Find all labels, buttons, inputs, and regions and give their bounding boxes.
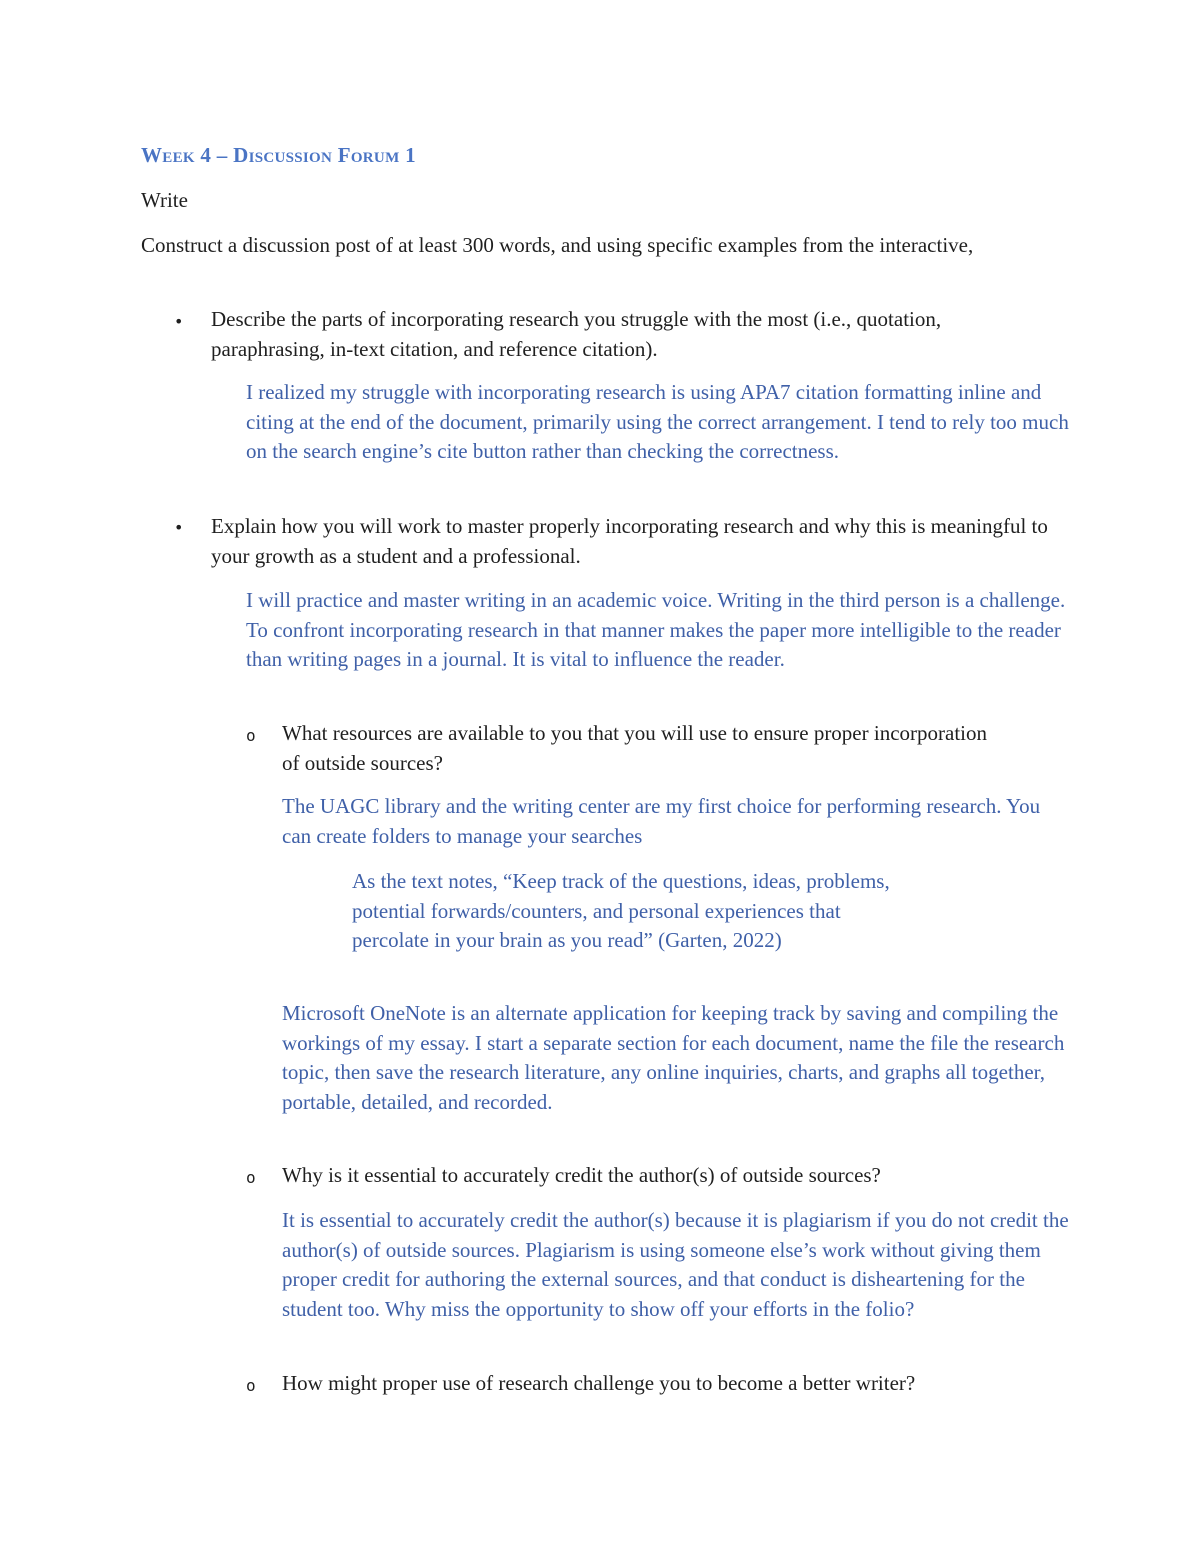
bullet-icon: • xyxy=(174,312,184,331)
sub-bullet-icon: o xyxy=(246,1376,256,1395)
bullet-answer-2: I will practice and master writing in an academic voice. Writing in the third person is a challenge. To confront incorporating research in that manner makes the paper more intelligible to the reader than writing pages in a journal. It is vital to influence the reader. xyxy=(246,588,1066,671)
bullet-question-1: Describe the parts of incorporating research you struggle with the most (i.e., quotation, paraphrasing, in-text citation, and reference citation). xyxy=(211,307,942,361)
bullet-icon: • xyxy=(174,518,184,537)
write-label: Write xyxy=(141,188,188,212)
sub-bullet-answer-2: It is essential to accurately credit the author(s) because it is plagiarism if you do not credit the author(s) of outside sources. Plagiarism is using someone else’s work without giving them proper credit for authoring the external sources, and that conduct is disheartening for the student too. Why miss the opportunity to show off your efforts in the folio? xyxy=(282,1208,1069,1321)
sub-bullet-answer-1: The UAGC library and the writing center are my first choice for performing research. You can create folders to manage your searches xyxy=(282,794,1041,848)
block-quote: As the text notes, “Keep track of the questions, ideas, problems, potential forwards/counters, and personal experiences that percolate in your brain as you read” (Garten, 2022) xyxy=(352,869,890,952)
page-title: Week 4 – Discussion Forum 1 xyxy=(141,143,416,167)
sub-bullet-icon: o xyxy=(246,726,256,745)
intro-paragraph: Construct a discussion post of at least 300 words, and using specific examples from the interactive, xyxy=(141,233,974,257)
bullet-answer-1: I realized my struggle with incorporating research is using APA7 citation formatting inline and citing at the end of the document, primarily using the correct arrangement. I tend to rely too much on the search engine’s cite button rather than checking the correctness. xyxy=(246,380,1069,463)
sub-bullet-question-3: How might proper use of research challenge you to become a better writer? xyxy=(282,1371,916,1395)
sub-bullet-answer-1b: Microsoft OneNote is an alternate application for keeping track by saving and compiling the workings of my essay. I start a separate section for each document, name the file the research topic, then save the research literature, any online inquiries, charts, and graphs all together, portable, detailed, and recorded. xyxy=(282,1001,1065,1114)
bullet-question-2: Explain how you will work to master properly incorporating research and why this is meaningful to your growth as a student and a professional. xyxy=(211,514,1048,568)
sub-bullet-icon: o xyxy=(246,1168,256,1187)
sub-bullet-question-1: What resources are available to you that you will use to ensure proper incorporation of outside sources? xyxy=(282,721,988,775)
sub-bullet-question-2: Why is it essential to accurately credit the author(s) of outside sources? xyxy=(282,1163,881,1187)
